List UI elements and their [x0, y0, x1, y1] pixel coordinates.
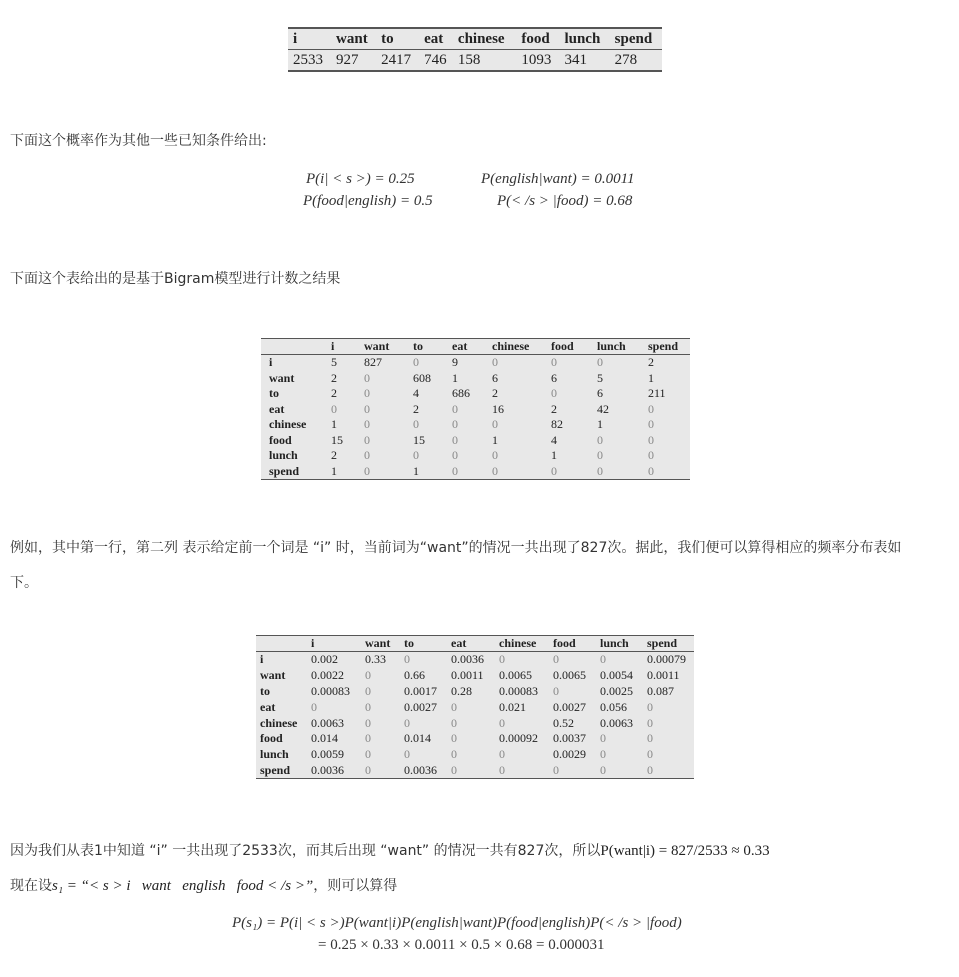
- table-row: [261, 402, 690, 418]
- table-cell: 0.00092: [499, 731, 538, 746]
- table-cell: 0: [597, 355, 603, 370]
- table-cell: 0: [492, 463, 498, 478]
- table-cell: 211: [648, 386, 666, 401]
- table-cell: 0.087: [647, 683, 674, 698]
- table-cell: 5: [597, 370, 603, 385]
- table-cell: 0.0017: [404, 683, 437, 698]
- table-cell: 0.00083: [499, 683, 538, 698]
- table-header-row: [261, 339, 690, 355]
- column-header: lunch: [559, 28, 609, 50]
- table-cell: 0.0022: [311, 668, 344, 683]
- table-cell: 0.056: [600, 699, 627, 714]
- table-cell: 0: [551, 355, 557, 370]
- table-cell: 0: [364, 401, 370, 416]
- setup-text-prefix: 现在设: [10, 878, 52, 894]
- table-row: [288, 50, 662, 72]
- table-cell: 0.0025: [600, 683, 633, 698]
- table-cell: 16: [492, 401, 504, 416]
- table-cell: 0.0054: [600, 668, 633, 683]
- table-cell: 0: [452, 463, 458, 478]
- table-row: [261, 464, 690, 480]
- given-prob-3: P(food|english) = 0.5: [303, 193, 433, 209]
- table-cell: 0.0059: [311, 747, 344, 762]
- row-header: spend: [260, 762, 291, 777]
- table-cell: 1: [597, 417, 603, 432]
- table-cell: 0: [597, 448, 603, 463]
- table-cell: 0: [365, 683, 371, 698]
- table-header-row: [288, 28, 662, 50]
- row-header: food: [260, 731, 283, 746]
- table-row: [256, 699, 694, 715]
- column-header: spend: [647, 636, 694, 652]
- final-equation-line1: P(s₁) = P(i| < s >)P(want|i)P(english|want)P(food|english)P(< /s > |food): [232, 915, 682, 931]
- row-header: food: [269, 432, 292, 447]
- table-cell: 0: [404, 715, 410, 730]
- table-cell: 0: [499, 715, 505, 730]
- table-cell: 0: [451, 731, 457, 746]
- table-cell: 0.0011: [451, 668, 484, 683]
- column-header: chinese: [492, 339, 551, 355]
- column-header: want: [364, 339, 413, 355]
- column-header: chinese: [499, 636, 553, 652]
- table-cell: 0.0063: [600, 715, 633, 730]
- table-cell: 0: [647, 699, 653, 714]
- table-cell: 0: [499, 652, 505, 667]
- table-cell: 15: [331, 432, 343, 447]
- table-cell: 6: [551, 370, 557, 385]
- column-header: spend: [648, 339, 690, 355]
- table-row: [256, 731, 694, 747]
- table-cell: 0: [451, 747, 457, 762]
- table-cell: 0: [365, 715, 371, 730]
- given-prob-4: P(< /s > |food) = 0.68: [497, 193, 633, 209]
- table-cell: 0: [413, 355, 419, 370]
- column-header: i: [331, 339, 364, 355]
- table-cell: 1093: [521, 51, 552, 68]
- example-paragraph-line1: 例如，其中第一行，第二列 表示给定前一个词是 “i” 时，当前词为“want”的情况一共出现了827次。据此，我们便可以算得相应的频率分布表如: [10, 540, 902, 556]
- table-cell: 4: [551, 432, 557, 447]
- table-cell: 1: [331, 417, 337, 432]
- given-prob-2: P(english|want) = 0.0011: [481, 171, 635, 187]
- table-cell: 1: [492, 432, 498, 447]
- table-row: [256, 684, 694, 700]
- table-cell: 1: [551, 448, 557, 463]
- bigram-intro-paragraph: 下面这个表给出的是基于Bigram模型进行计数之结果: [10, 271, 341, 287]
- setup-math: s₁ = “< s > i want english food < /s >”: [52, 878, 314, 894]
- row-header: eat: [260, 699, 276, 714]
- column-header: lunch: [597, 339, 648, 355]
- table-cell: 0.28: [451, 683, 472, 698]
- table-cell: 0.52: [553, 715, 574, 730]
- column-header: food: [553, 636, 600, 652]
- table-cell: 0: [365, 747, 371, 762]
- table-cell: 0.0036: [311, 762, 344, 777]
- conclusion-paragraph: [10, 840, 770, 860]
- table-cell: 0: [452, 417, 458, 432]
- table-cell: 0: [597, 463, 603, 478]
- row-header: eat: [269, 401, 285, 416]
- setup-text-suffix: ，则可以算得: [313, 878, 398, 894]
- table-cell: 0: [365, 699, 371, 714]
- table-cell: 1: [648, 370, 654, 385]
- table-cell: 0: [647, 762, 653, 777]
- table-cell: 0: [404, 747, 410, 762]
- table-cell: 15: [413, 432, 425, 447]
- column-header: [256, 636, 311, 652]
- column-header: want: [331, 28, 376, 50]
- table-cell: 82: [551, 417, 563, 432]
- table-row: [256, 668, 694, 684]
- table-cell: 5: [331, 355, 337, 370]
- column-header: to: [376, 28, 419, 50]
- table-row: [261, 417, 690, 433]
- table-row: [261, 355, 690, 371]
- table-cell: 0: [413, 448, 419, 463]
- table-cell: 746: [424, 51, 447, 68]
- row-header: i: [269, 355, 273, 370]
- table-cell: 2533: [293, 51, 323, 68]
- table-cell: 927: [336, 51, 359, 68]
- table-cell: 0: [647, 731, 653, 746]
- table-cell: 0: [648, 463, 654, 478]
- table-cell: 0: [451, 762, 457, 777]
- table-cell: 0: [492, 355, 498, 370]
- table-cell: 0: [451, 715, 457, 730]
- table-cell: 0.33: [365, 652, 386, 667]
- column-header: food: [551, 339, 597, 355]
- table-cell: 0: [365, 668, 371, 683]
- table-cell: 0: [451, 699, 457, 714]
- table-cell: 1: [452, 370, 458, 385]
- bigram-count-table: [261, 338, 690, 480]
- final-equation-line2: = 0.25 × 0.33 × 0.0011 × 0.5 × 0.68 = 0.000031: [318, 937, 605, 953]
- table-cell: 608: [413, 370, 431, 385]
- table-row: [261, 433, 690, 449]
- table-cell: 0: [364, 463, 370, 478]
- bigram-probability-table: [256, 635, 694, 779]
- table-row: [261, 386, 690, 402]
- table-cell: 0.0063: [311, 715, 344, 730]
- table-cell: 0: [553, 762, 559, 777]
- row-header: to: [269, 386, 279, 401]
- table-cell: 0: [648, 417, 654, 432]
- table-cell: 0: [597, 432, 603, 447]
- column-header: [261, 339, 331, 355]
- table-cell: 0: [551, 463, 557, 478]
- row-header: lunch: [260, 747, 289, 762]
- table-cell: 0: [331, 401, 337, 416]
- table-row: [256, 652, 694, 668]
- table-cell: 0: [647, 715, 653, 730]
- table-cell: 0.0036: [404, 762, 437, 777]
- row-header: chinese: [260, 715, 298, 730]
- table-cell: 0.00083: [311, 683, 350, 698]
- table-cell: 0: [311, 699, 317, 714]
- table-cell: 9: [452, 355, 458, 370]
- table-cell: 0: [365, 762, 371, 777]
- table-cell: 278: [614, 51, 638, 68]
- table-cell: 0.014: [404, 731, 431, 746]
- row-header: want: [269, 370, 295, 385]
- column-header: eat: [452, 339, 492, 355]
- table-cell: 0.0027: [553, 699, 586, 714]
- table-cell: 0.66: [404, 668, 425, 683]
- column-header: want: [365, 636, 404, 652]
- table-cell: 2: [331, 448, 337, 463]
- table-cell: 341: [564, 51, 587, 68]
- table-cell: 0: [553, 683, 559, 698]
- table-cell: 0.014: [311, 731, 338, 746]
- table-cell: 2417: [381, 51, 412, 68]
- table-cell: 0: [647, 747, 653, 762]
- table-cell: 0: [413, 417, 419, 432]
- table-cell: 0: [551, 386, 557, 401]
- table-cell: 2: [648, 355, 654, 370]
- table-cell: 0.021: [499, 699, 526, 714]
- column-header: spend: [610, 28, 662, 50]
- table-cell: 0: [648, 432, 654, 447]
- table-cell: 0: [364, 386, 370, 401]
- table-cell: 0: [492, 448, 498, 463]
- column-header: to: [404, 636, 451, 652]
- table-cell: 0.002: [311, 652, 338, 667]
- column-header: eat: [419, 28, 453, 50]
- column-header: chinese: [453, 28, 517, 50]
- table-cell: 0: [452, 448, 458, 463]
- given-prob-1: P(i| < s >) = 0.25: [306, 171, 415, 187]
- row-header: spend: [269, 463, 300, 478]
- row-header: to: [260, 683, 270, 698]
- table-cell: 158: [457, 51, 481, 68]
- row-header: chinese: [269, 417, 307, 432]
- table-cell: 0: [648, 401, 654, 416]
- conclusion-math: P(want|i) = 827/2533 ≈ 0.33: [600, 843, 770, 859]
- table-cell: 2: [331, 370, 337, 385]
- column-header: lunch: [600, 636, 647, 652]
- table-cell: 0: [553, 652, 559, 667]
- setup-paragraph: [10, 875, 397, 895]
- table-row: [256, 715, 694, 731]
- table-cell: 0: [600, 652, 606, 667]
- row-header: lunch: [269, 448, 298, 463]
- table-cell: 0: [364, 448, 370, 463]
- table-cell: 0.0037: [553, 731, 586, 746]
- table-cell: 1: [331, 463, 337, 478]
- table-cell: 0: [648, 448, 654, 463]
- table-cell: 0.0065: [553, 668, 586, 683]
- table-cell: 0.0027: [404, 699, 437, 714]
- table-cell: 0.0011: [647, 668, 680, 683]
- table-row: [256, 763, 694, 779]
- table-cell: 0.00079: [647, 652, 686, 667]
- column-header: i: [311, 636, 365, 652]
- table-header-row: [256, 636, 694, 652]
- table-cell: 0.0029: [553, 747, 586, 762]
- table-cell: 0: [364, 417, 370, 432]
- table-cell: 0: [365, 731, 371, 746]
- column-header: i: [288, 28, 331, 50]
- table-cell: 6: [597, 386, 603, 401]
- table-cell: 6: [492, 370, 498, 385]
- table-cell: 2: [331, 386, 337, 401]
- table-cell: 0.0065: [499, 668, 532, 683]
- column-header: to: [413, 339, 452, 355]
- table-cell: 1: [413, 463, 419, 478]
- row-header: want: [260, 668, 286, 683]
- table-cell: 2: [413, 401, 419, 416]
- table-cell: 0: [492, 417, 498, 432]
- example-paragraph-line2: 下。: [10, 575, 38, 591]
- column-header: food: [516, 28, 559, 50]
- intro-paragraph: 下面这个概率作为其他一些已知条件给出:: [10, 133, 267, 149]
- table-cell: 2: [492, 386, 498, 401]
- table-row: [261, 448, 690, 464]
- table-cell: 0: [452, 401, 458, 416]
- table-cell: 0: [364, 432, 370, 447]
- table-cell: 0: [404, 652, 410, 667]
- table-cell: 0: [452, 432, 458, 447]
- column-header: eat: [451, 636, 499, 652]
- table-cell: 0: [600, 747, 606, 762]
- unigram-count-table: [288, 27, 662, 72]
- row-header: i: [260, 652, 264, 667]
- table-cell: 0: [600, 731, 606, 746]
- table-cell: 0.0036: [451, 652, 484, 667]
- table-cell: 827: [364, 355, 382, 370]
- conclusion-text: 因为我们从表1中知道 “i” 一共出现了2533次，而其后出现 “want” 的情况一共有827次，所以: [10, 843, 601, 859]
- table-cell: 0: [600, 762, 606, 777]
- table-row: [261, 371, 690, 387]
- table-row: [256, 747, 694, 763]
- table-cell: 4: [413, 386, 419, 401]
- table-cell: 0: [499, 762, 505, 777]
- table-cell: 686: [452, 386, 470, 401]
- table-cell: 0: [364, 370, 370, 385]
- table-cell: 42: [597, 401, 609, 416]
- table-cell: 2: [551, 401, 557, 416]
- table-cell: 0: [499, 747, 505, 762]
